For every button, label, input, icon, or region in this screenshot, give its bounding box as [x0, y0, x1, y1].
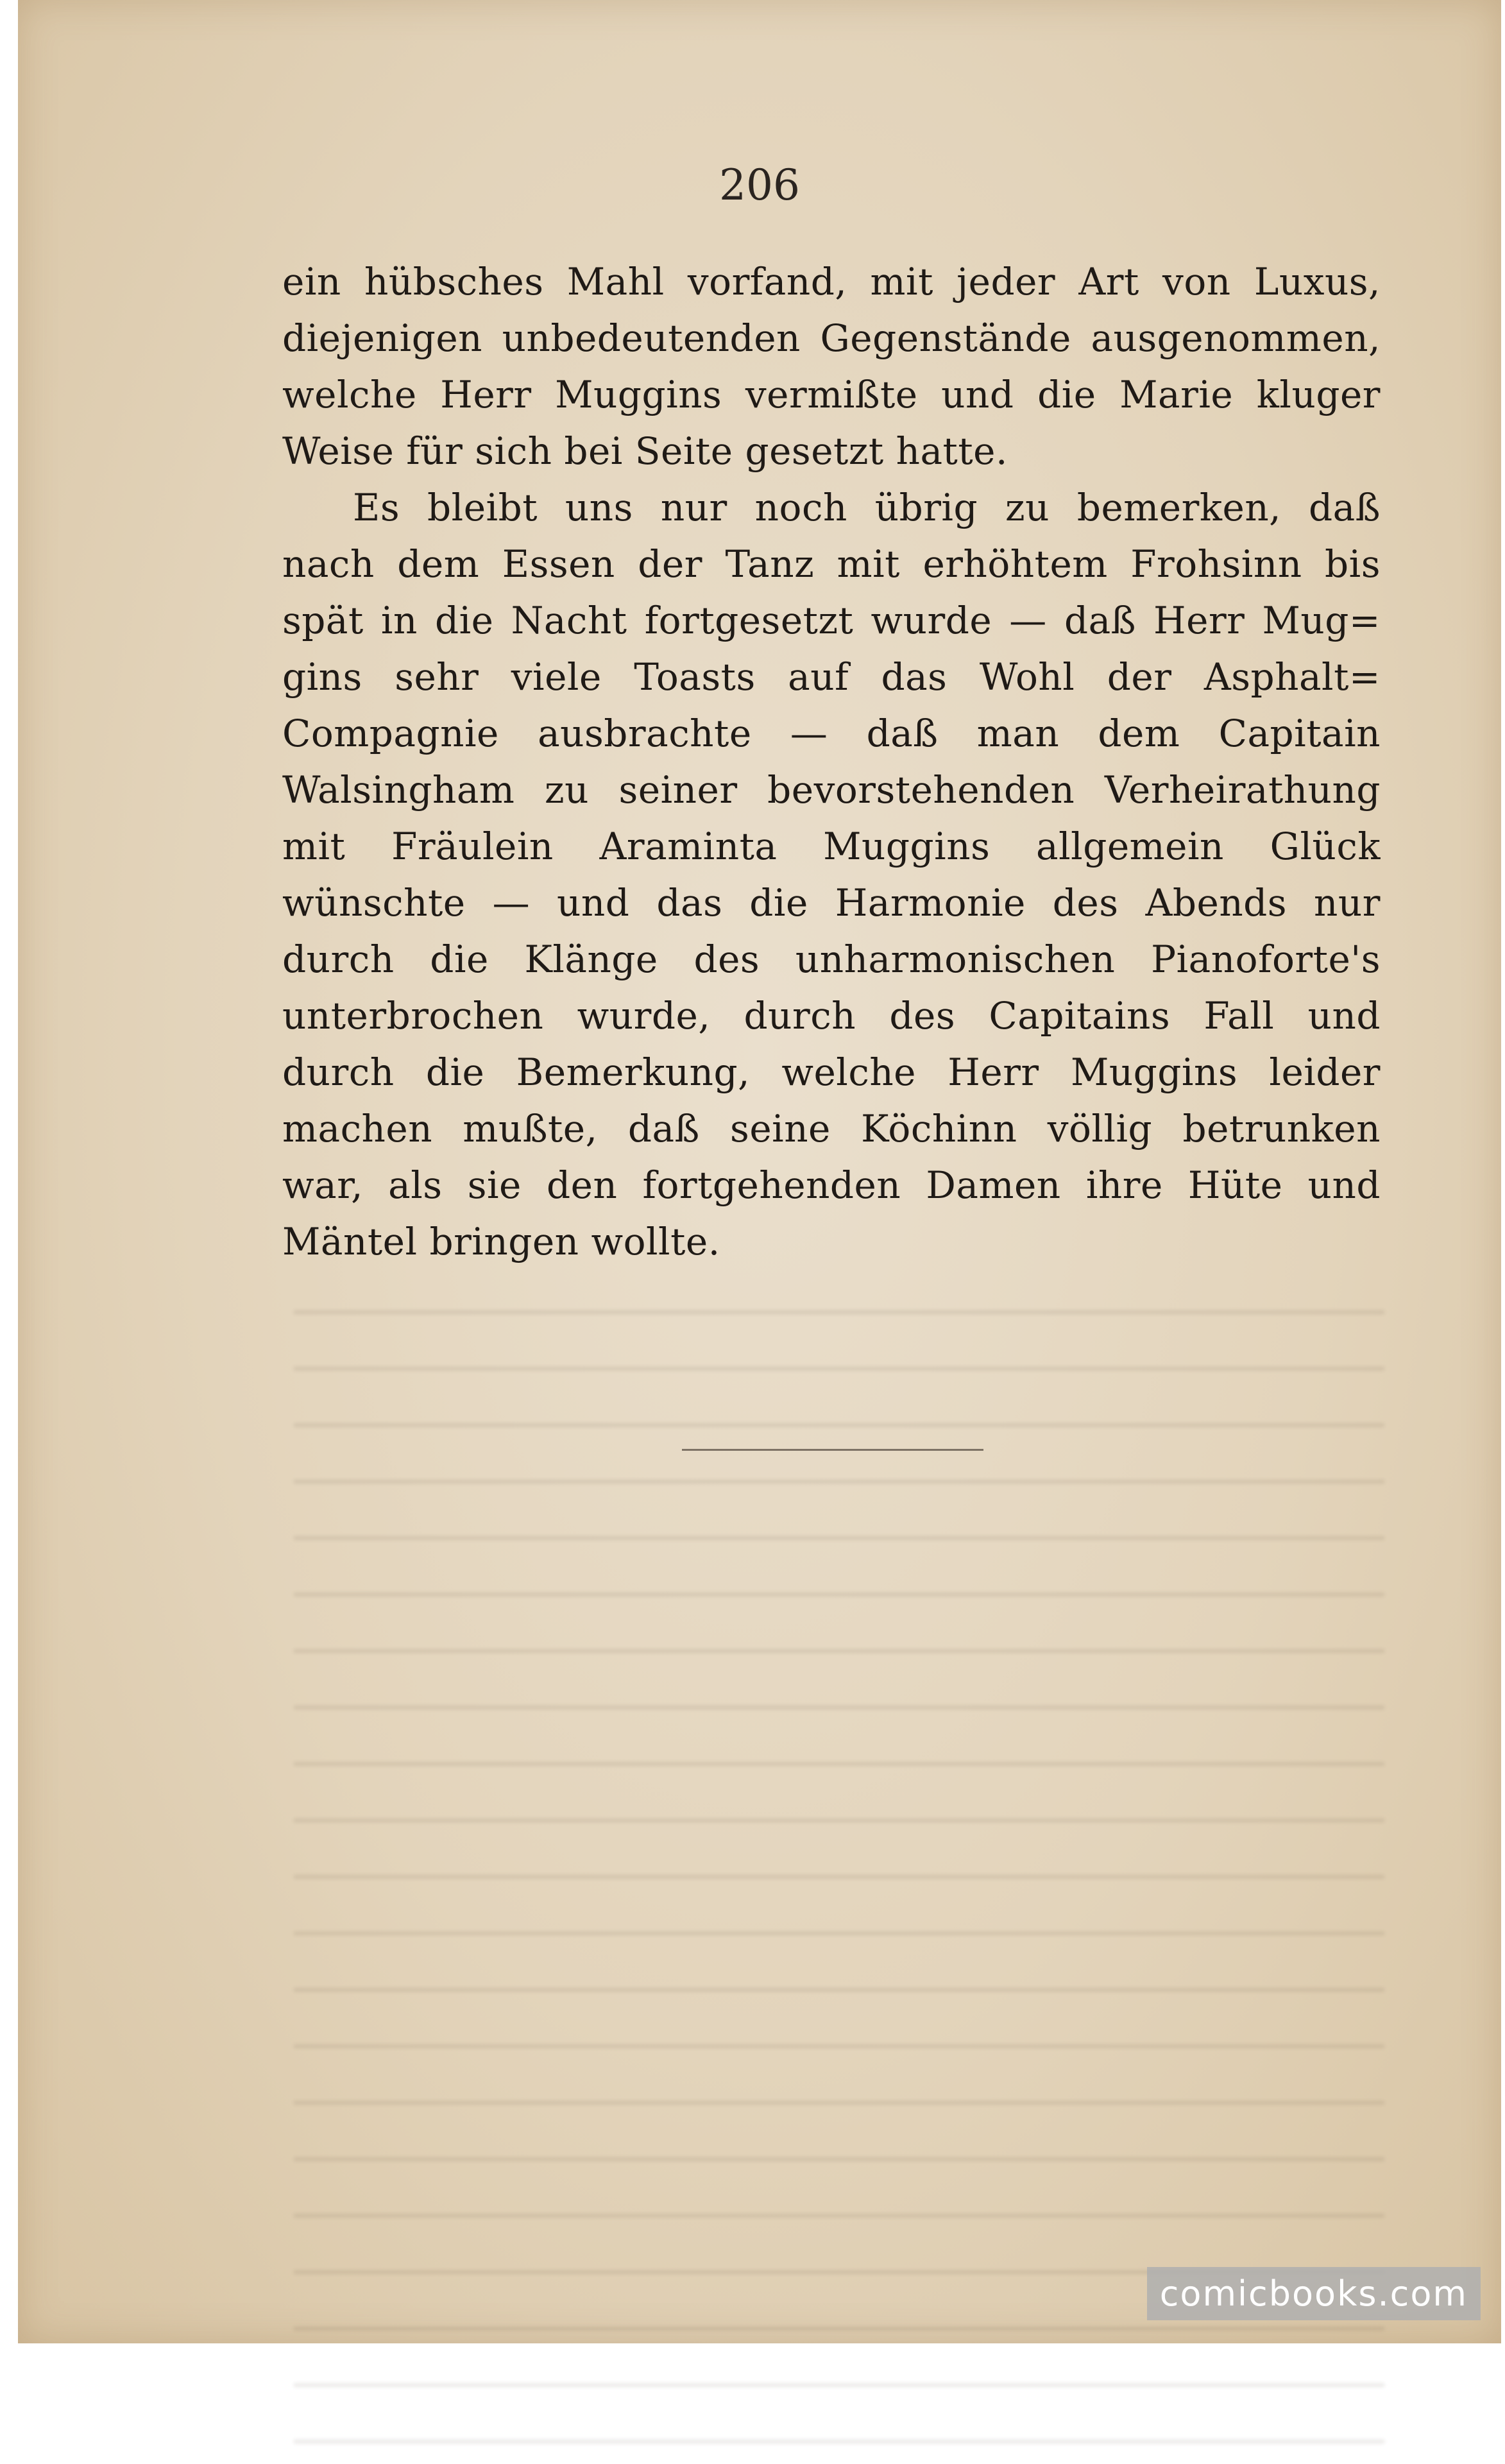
text-line: Es bleibt uns nur noch übrig zu bemerken, daß [282, 479, 1381, 536]
page-number: 206 [18, 160, 1501, 210]
text-line: welche Herr Muggins vermißte und die Marie kluger [282, 366, 1381, 423]
text-line: unterbrochen wurde, durch des Capitains Fall und [282, 988, 1381, 1044]
text-line: Weise für sich bei Seite gesetzt hatte. [282, 423, 1381, 479]
book-page [18, 0, 1501, 2343]
text-line: gins sehr viele Toasts auf das Wohl der Asphalt= [282, 649, 1381, 705]
watermark: comicbooks.com [1147, 2267, 1481, 2320]
text-line: Walsingham zu seiner bevorstehenden Verheirathung [282, 762, 1381, 818]
text-line: nach dem Essen der Tanz mit erhöhtem Frohsinn bis [282, 536, 1381, 592]
text-line: war, als sie den fortgehenden Damen ihre Hüte und [282, 1157, 1381, 1213]
text-line: wünschte — und das die Harmonie des Abends nur [282, 875, 1381, 931]
text-line: diejenigen unbedeutenden Gegenstände ausgenommen, [282, 310, 1381, 366]
text-line: Compagnie ausbrachte — daß man dem Capitain [282, 705, 1381, 762]
text-line: Mäntel bringen wollte. [282, 1213, 1381, 1270]
text-line: ein hübsches Mahl vorfand, mit jeder Art von Luxus, [282, 253, 1381, 310]
section-end-rule [682, 1449, 983, 1451]
text-line: mit Fräulein Araminta Muggins allgemein Glück [282, 818, 1381, 875]
text-line: spät in die Nacht fortgesetzt wurde — daß Herr Mug= [282, 592, 1381, 649]
text-line: machen mußte, daß seine Köchinn völlig betrunken [282, 1100, 1381, 1157]
body-text [282, 253, 1381, 1270]
text-line: durch die Klänge des unharmonischen Pianoforte's [282, 931, 1381, 988]
text-line: durch die Bemerkung, welche Herr Muggins leider [282, 1044, 1381, 1100]
